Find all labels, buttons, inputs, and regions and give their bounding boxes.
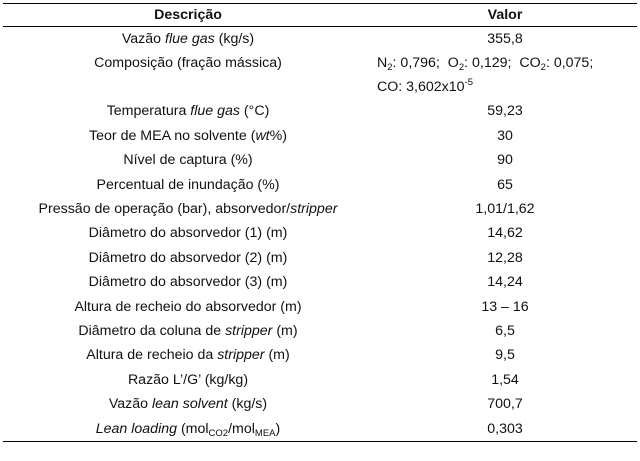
table-row	[3, 27, 637, 51]
row-value: 13 – 16	[481, 298, 529, 315]
row-value: 355,8	[487, 31, 523, 47]
row-label: Diâmetro do absorvedor (3) (m)	[88, 274, 288, 291]
row-label: Vazão flue gas (kg/s)	[121, 31, 255, 47]
row-label: Pressão de operação (bar), absorvedor/stripper	[38, 201, 338, 218]
row-value-composition: $N_2$: 0,796; $O_2$: 0,129; $CO_2$: 0,075; CO: $3,602x10^{-5}$	[377, 55, 594, 96]
row-value: 0,303	[487, 420, 523, 437]
row-value: 90	[497, 152, 513, 169]
row-label: Diâmetro do absorvedor (1) (m)	[88, 225, 288, 242]
row-value: 14,62	[487, 225, 523, 242]
table-row	[3, 417, 637, 441]
table-row	[3, 99, 637, 123]
row-label: Lean loading (mol$_{CO2}$/mol$_{MEA}$)	[95, 420, 281, 439]
row-value: 6,5	[495, 323, 515, 340]
table-row	[3, 392, 637, 416]
data-table	[3, 3, 637, 442]
row-label: Composição (fração mássica)	[94, 55, 282, 72]
table-row	[3, 221, 637, 245]
table-row	[3, 148, 637, 172]
row-value: 30	[497, 127, 513, 144]
row-label: Teor de MEA no solvente (wt%)	[89, 127, 287, 144]
row-value: 9,5	[495, 347, 515, 364]
row-value: 12,28	[487, 249, 523, 266]
row-label: Vazão lean solvent (kg/s)	[108, 396, 268, 413]
table-row	[3, 197, 637, 221]
header-descricao: Descrição	[154, 7, 222, 23]
row-value: 14,24	[487, 274, 523, 291]
table-row	[3, 270, 637, 294]
row-value: 1,54	[491, 371, 519, 388]
table-row	[3, 295, 637, 319]
table-row	[3, 343, 637, 367]
table-row	[3, 319, 637, 343]
header-row	[3, 4, 637, 26]
row-value: 1,01/1,62	[475, 201, 535, 218]
table-row	[3, 246, 637, 270]
row-value: 65	[497, 176, 513, 193]
row-label: Percentual de inundação (%)	[96, 176, 280, 193]
row-label: Diâmetro do absorvedor (2) (m)	[88, 249, 288, 266]
row-label: Altura de recheio do absorvedor (m)	[74, 298, 302, 315]
row-value: 59,23	[487, 103, 523, 120]
row-label: Nível de captura (%)	[123, 152, 253, 169]
row-label: Temperatura flue gas (°C)	[106, 103, 270, 120]
table-row	[3, 124, 637, 148]
table-row	[3, 173, 637, 197]
bottom-rule	[3, 441, 637, 442]
row-value: 700,7	[487, 396, 523, 413]
row-label: Razão L’/G’ (kg/kg)	[127, 371, 249, 388]
table-row	[3, 51, 637, 99]
row-label: Diâmetro da coluna de stripper (m)	[78, 323, 298, 340]
table-row	[3, 368, 637, 392]
row-label: Altura de recheio da stripper (m)	[86, 347, 290, 364]
header-valor: Valor	[487, 7, 523, 23]
